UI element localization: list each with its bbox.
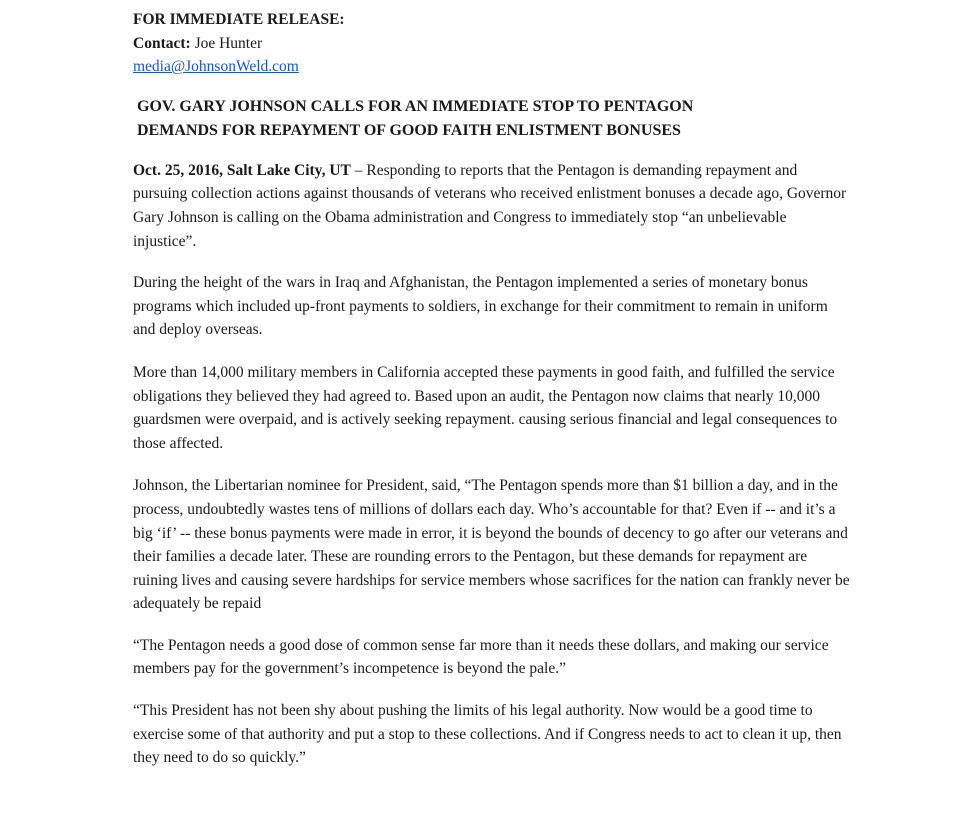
headline-line-2: DEMANDS FOR REPAYMENT OF GOOD FAITH ENLISTMENT BONUSES [137,121,681,139]
contact-name: Joe Hunter [190,34,263,52]
paragraph-intro [133,159,853,253]
paragraph-audit: More than 14,000 military members in California accepted these payments in good faith, and fulfilled the service obligations they believed they had agreed to. Based upon an audit, the Pentagon now claims that nearly 10,000 guardsmen were overpaid, and is actively seeking repayment. causing serious financial and legal consequences to those affected. [133,363,838,452]
press-release-document [133,8,853,770]
dateline: Oct. 25, 2016, Salt Lake City, UT [133,161,351,179]
headline [133,95,853,143]
paragraph-quote-president: “This President has not been shy about pushing the limits of his legal authority. Now would be a good time to exercise some of that authority and put a stop to these collections. And if Congress needs to act to clean it up, then they need to do so quickly.” [133,702,842,767]
paragraph-quote-common-sense: “The Pentagon needs a good dose of common sense far more than it needs these dollars, and making our service members pay for the government’s incompetence is beyond the pale.” [133,636,829,678]
paragraph-intro-text: – Responding to reports that the Pentagon is demanding repayment and pursuing collection actions against thousands of veterans who received enlistment bonuses a decade ago, Governor Gary Johnson is calling on the Obama administration and Congress to immediately stop “an unbelievable injustice”. [133,161,847,250]
contact-email-link[interactable]: media@JohnsonWeld.com [133,58,299,76]
release-header [133,8,853,79]
paragraph-johnson-quote: Johnson, the Libertarian nominee for President, said, “The Pentagon spends more than $1 billion a day, and in the process, undoubtedly wastes tens of millions of dollars each day. Who’s accountable for that? Even if -- and it’s a big ‘if’ -- these bonus payments were made in error, it is beyond the bounds of decency to go after our veterans and their families a decade later. These are rounding errors to the Pentagon, but these demands for repayment are ruining lives and causing severe hardships for service members whose sacrifices for the nation can frankly never be adequately be repaid [133,477,850,613]
contact-line [133,32,853,56]
headline-line-1: GOV. GARY JOHNSON CALLS FOR AN IMMEDIATE STOP TO PENTAGON [137,97,694,115]
paragraph-background: During the height of the wars in Iraq and Afghanistan, the Pentagon implemented a series of monetary bonus programs which included up-front payments to soldiers, in exchange for their commitment to remain in uniform and deploy overseas. [133,274,828,339]
contact-label: Contact: [133,34,191,52]
release-label: FOR IMMEDIATE RELEASE: [133,11,345,28]
